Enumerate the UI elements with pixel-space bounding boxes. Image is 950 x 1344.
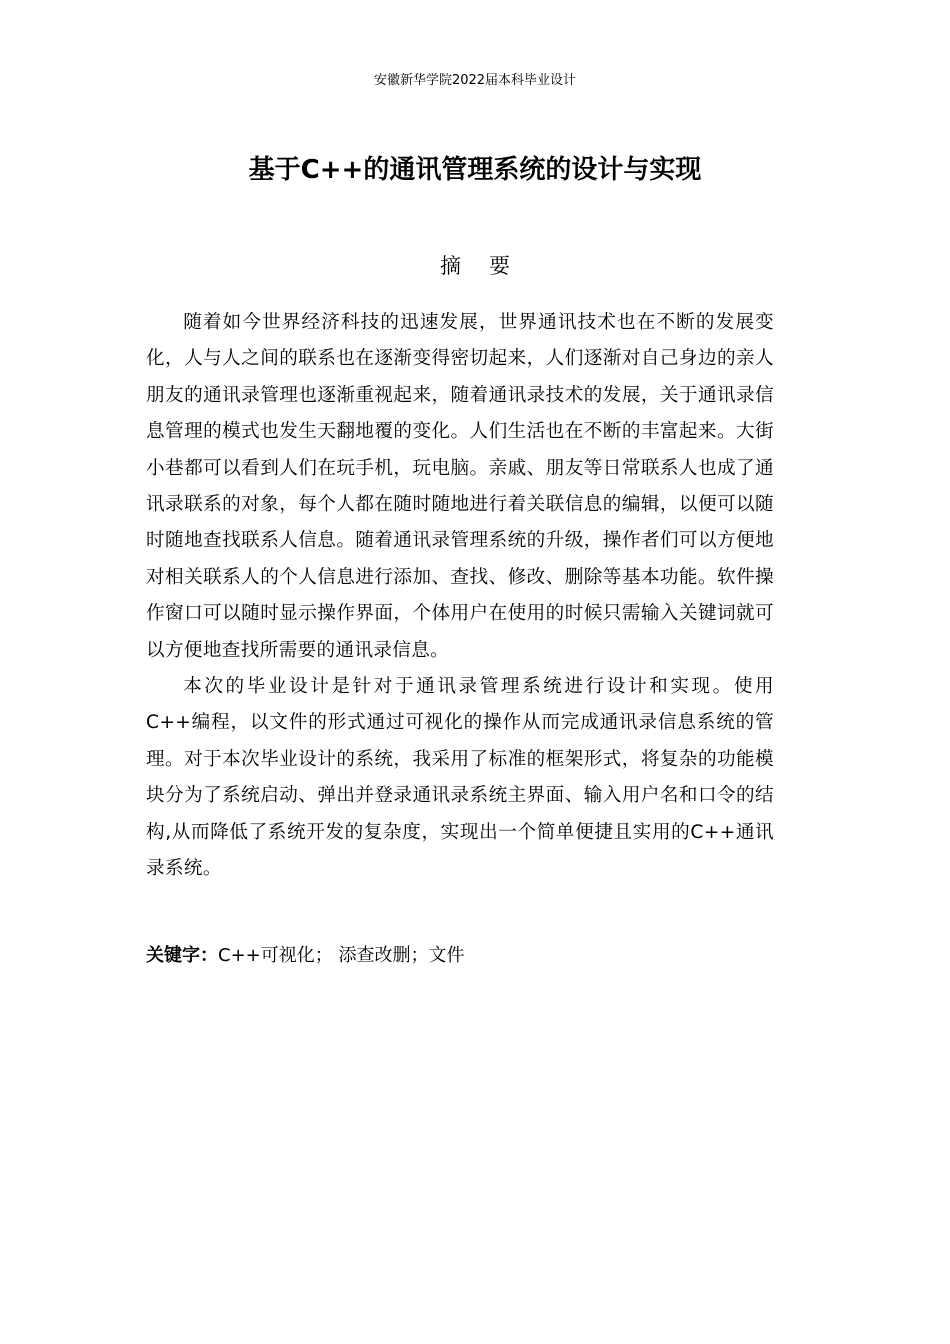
keywords-value: C++可视化； 添查改删；文件 — [218, 945, 465, 966]
abstract-body — [146, 305, 774, 888]
abstract-heading: 摘要 — [440, 254, 538, 278]
keywords-label: 关键字： — [146, 945, 218, 966]
header-divider — [146, 96, 772, 97]
abstract-paragraph-1: 随着如今世界经济科技的迅速发展，世界通讯技术也在不断的发展变化，人与人之间的联系也在逐渐变得密切起来，人们逐渐对自己身边的亲人朋友的通讯录管理也逐渐重视起来，随着通讯录技术的发展，关于通讯录信息管理的模式也发生天翻地覆的变化。人们生活也在不断的丰富起来。大街小巷都可以看到人们在玩手机，玩电脑。亲戚、朋友等日常联系人也成了通讯录联系的对象，每个人都在随时随地进行着关联信息的编辑，以便可以随时随地查找联系人信息。随着通讯录管理系统的升级，操作者们可以方便地对相关联系人的个人信息进行添加、查找、修改、删除等基本功能。软件操作窗口可以随时显示操作界面，个体用户在使用的时候只需输入关键词就可以方便地查找所需要的通讯录信息。 — [146, 312, 774, 661]
thesis-title: 基于C++的通讯管理系统的设计与实现 — [248, 155, 702, 185]
keywords-line — [146, 942, 774, 970]
abstract-paragraph-2: 本次的毕业设计是针对于通讯录管理系统进行设计和实现。使用C++编程，以文件的形式通过可视化的操作从而完成通讯录信息系统的管理。对于本次毕业设计的系统，我采用了标准的框架形式，将复杂的功能模块分为了系统启动、弹出并登录通讯录系统主界面、输入用户名和口令的结构,从而降低了系统开发的复杂度，实现出一个简单便捷且实用的C++通讯录系统。 — [146, 676, 774, 880]
running-header: 安徽新华学院2022届本科毕业设计 — [373, 73, 577, 88]
